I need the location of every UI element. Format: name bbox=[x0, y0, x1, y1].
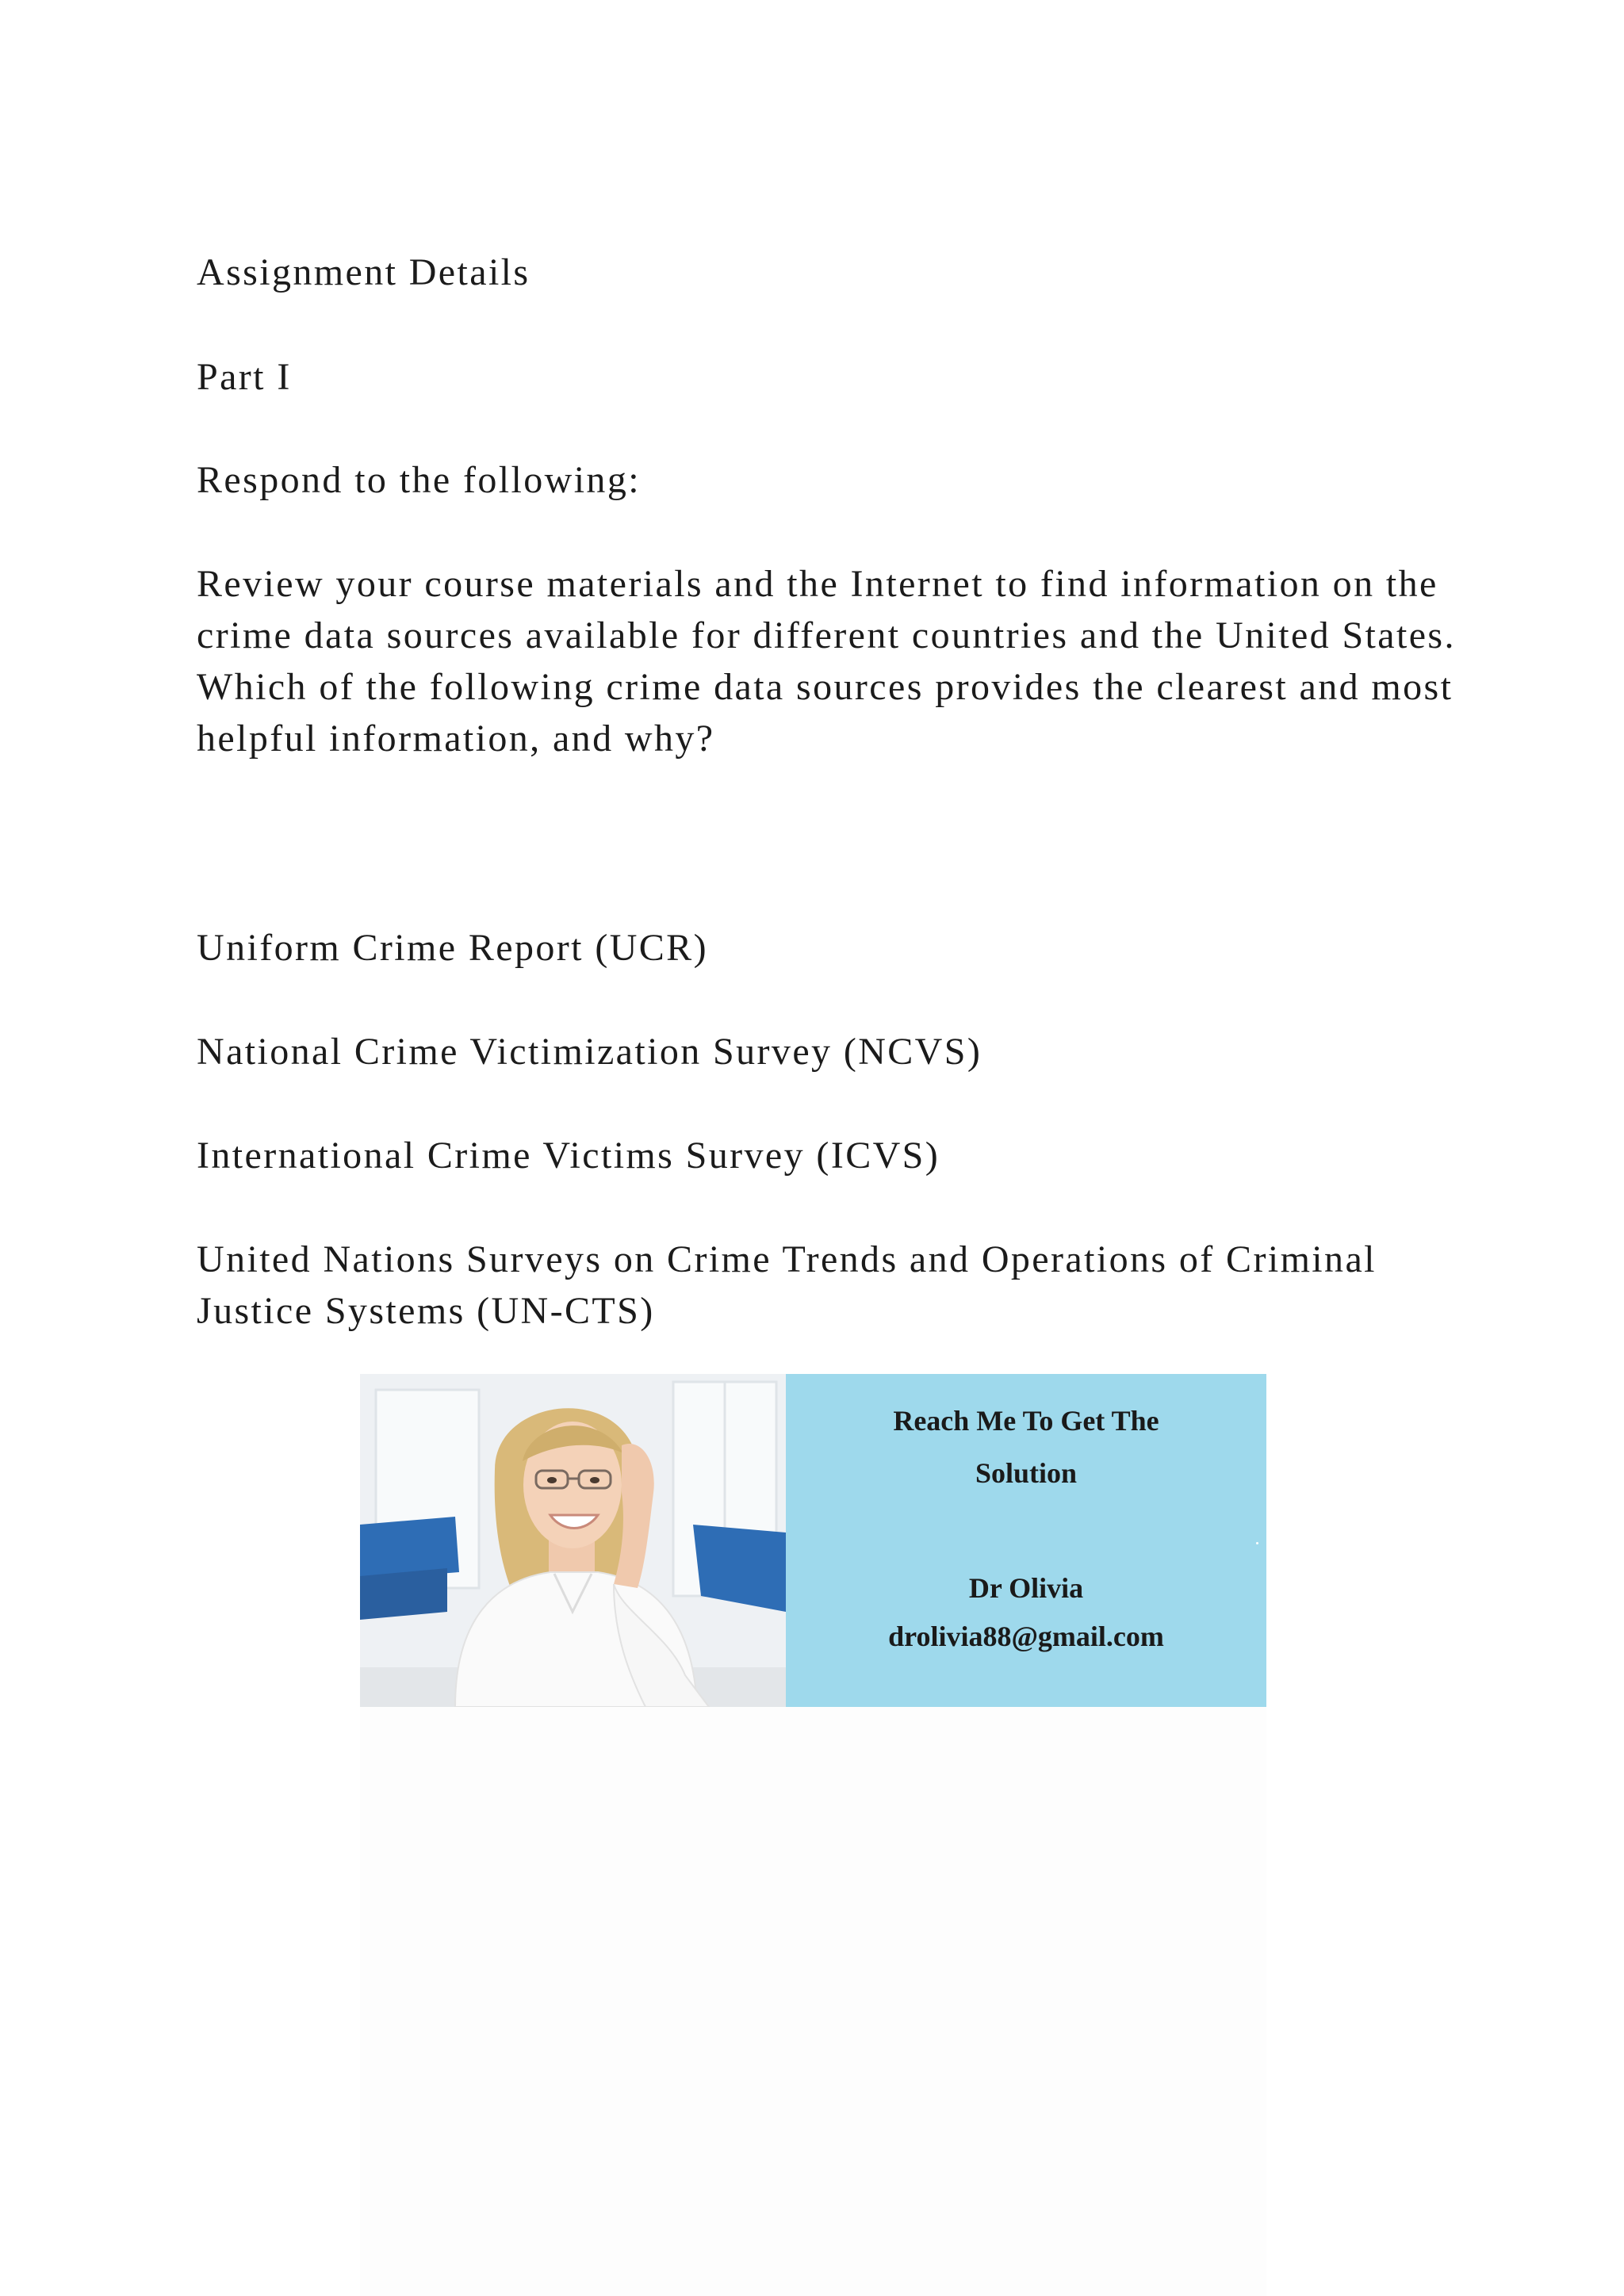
contact-email: drolivia88@gmail.com bbox=[888, 1621, 1164, 1652]
contact-name: Dr Olivia bbox=[968, 1572, 1084, 1604]
decorative-dot bbox=[1256, 1542, 1258, 1544]
source-item-ncvs: National Crime Victimization Survey (NCVS) bbox=[197, 1031, 982, 1073]
image-lower-area bbox=[360, 1707, 1266, 2296]
prompt-text: Respond to the following: bbox=[197, 459, 641, 501]
banner-headline-line1: Reach Me To Get The bbox=[893, 1405, 1159, 1437]
woman-photo-illustration bbox=[360, 1374, 786, 1707]
contact-banner bbox=[360, 1374, 1266, 1707]
banner-headline-line2: Solution bbox=[975, 1457, 1078, 1489]
source-item-ucr: Uniform Crime Report (UCR) bbox=[197, 927, 708, 969]
source-item-uncts: United Nations Surveys on Crime Trends and Operations of Criminal Justice Systems (UN-CTS) bbox=[197, 1238, 1377, 1332]
contact-info-panel bbox=[786, 1374, 1266, 1707]
part-label: Part I bbox=[197, 356, 292, 398]
question-paragraph: Review your course materials and the Internet to find information on the crime data sources available for different countries and the United States. Which of the following crime data sources provides the clearest and most helpful information, and why? bbox=[197, 563, 1456, 760]
assignment-heading: Assignment Details bbox=[197, 251, 530, 293]
source-item-icvs: International Crime Victims Survey (ICVS) bbox=[197, 1135, 940, 1177]
